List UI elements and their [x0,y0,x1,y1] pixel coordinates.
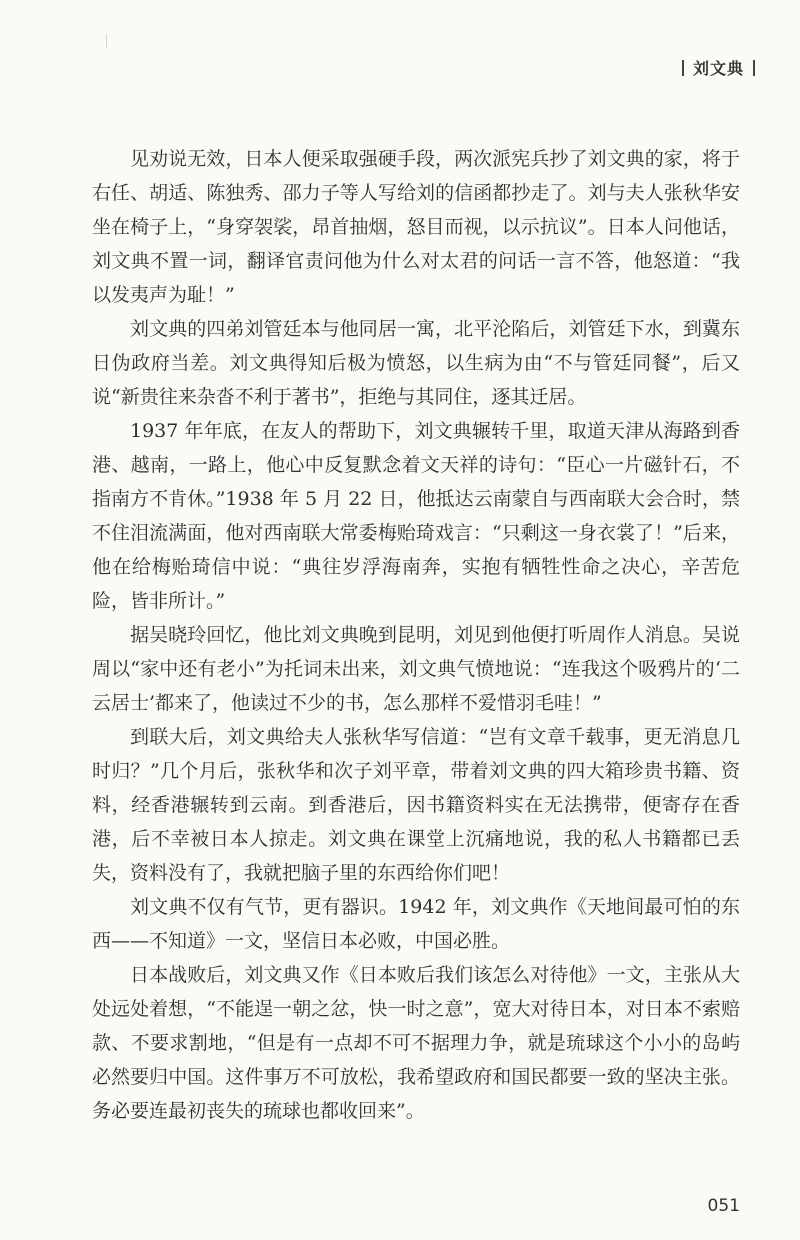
scan-edge-mark [106,34,107,48]
chapter-title: 刘文典 [692,59,744,78]
header-divider-left [682,60,684,76]
paragraph: 见劝说无效，日本人便采取强硬手段，两次派宪兵抄了刘文典的家，将于右任、胡适、陈独秀、邵力子等人写给刘的信函都抄走了。刘与夫人张秋华安坐在椅子上，“身穿袈裟，昂首抽烟，怒目而视，以示抗议”。日本人问他话，刘文典不置一词，翻译官责问他为什么对太君的问话一言不答，他怒道：“我以发夷声为耻！” [92,148,740,306]
page-number: 051 [707,1196,740,1216]
paragraph: 到联大后，刘文典给夫人张秋华写信道：“岂有文章千载事，更无消息几时归？”几个月后，张秋华和次子刘平章，带着刘文典的四大箱珍贵书籍、资料，经香港辗转到云南。到香港后，因书籍资料实在无法携带，便寄存在香港，后不幸被日本人掠走。刘文典在课堂上沉痛地说，我的私人书籍都已丢失，资料没有了，我就把脑子里的东西给你们吧！ [92,726,740,884]
paragraph: 1937 年年底，在友人的帮助下，刘文典辗转千里，取道天津从海路到香港、越南，一路上，他心中反复默念着文天祥的诗句：“臣心一片磁针石，不指南方不肯休。”1938 年 5 月 22 日，他抵达云南蒙自与西南联大会合时，禁不住泪流满面，他对西南联大常委梅贻琦戏言：“只剩这一身衣裳了！”后来，他在给梅贻琦信中说：“典往岁浮海南奔，实抱有牺牲性命之决心，辛苦危险，皆非所计。” [92,420,740,612]
paragraph: 据吴晓玲回忆，他比刘文典晚到昆明，刘见到他便打听周作人消息。吴说周以“家中还有老小”为托词未出来，刘文典气愤地说：“连我这个吸鸦片的‘二云居士’都来了，他读过不少的书，怎么那样不爱惜羽毛哇！” [92,624,740,714]
running-header [673,56,764,79]
header-divider-right [753,60,755,76]
paragraph: 刘文典不仅有气节，更有器识。1942 年，刘文典作《天地间最可怕的东西——不知道》一文，坚信日本必败，中国必胜。 [92,896,740,952]
paragraph: 日本战败后，刘文典又作《日本败后我们该怎么对待他》一文，主张从大处远处着想，“不能逞一朝之忿，快一时之意”，宽大对待日本，对日本不索赔款、不要求割地，“但是有一点却不可不据理力争，就是琉球这个小小的岛屿必然要归中国。这件事万不可放松，我希望政府和国民都要一致的坚决主张。务必要连最初丧失的琉球也都收回来”。 [92,964,740,1122]
paragraph: 刘文典的四弟刘管廷本与他同居一寓，北平沦陷后，刘管廷下水，到冀东日伪政府当差。刘文典得知后极为愤怒，以生病为由“不与管廷同餐”，后又说“新贵往来杂沓不利于著书”，拒绝与其同住，逐其迁居。 [92,318,740,408]
body-text [92,142,740,1128]
